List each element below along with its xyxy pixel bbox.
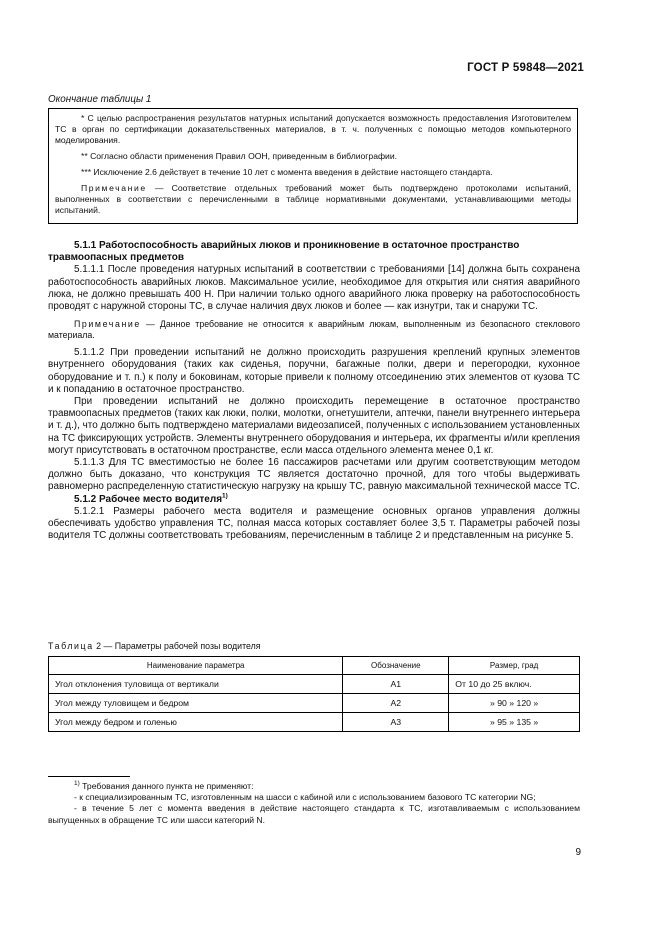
footnote-divider [48,776,130,777]
table1-note-1: * С целью распространения результатов натурных испытаний допускается возможность предоставления Изготовителем ТС в орган по сертификации доказательственных материалов, в т. ч. полученных с помощью методов компьютерного моделирования. [55,113,571,145]
standard-code: ГОСТ Р 59848—2021 [467,62,584,74]
paragraph-5-1-1-2: 5.1.1.2 При проведении испытаний не должно происходить разрушения креплений крупных элементов внутреннего оборудования (таких как сиденья, поручни, багажные полки, двери и перегородки, кухонное оборудование и т. п.) к полу и боковинам, которые привели к полному отсоединению этих элементов от кузова ТС и к попаданию в остаточное пространство. [48,347,580,395]
table1-notes-box [48,108,578,224]
header-designation: Обозначение [343,657,449,675]
cell-parameter: Угол между туловищем и бедром [49,694,343,713]
table-header-row [49,657,580,675]
header-size: Размер, град [449,657,580,675]
cell-size: От 10 до 25 включ. [449,675,580,694]
section-5-1-2-title: 5.1.2 Рабочее место водителя$^{1)}$ [74,492,228,505]
paragraph-5-1-1-3: 5.1.1.3 Для ТС вместимостью не более 16 пассажиров расчетами или другим соответствующим методом должно быть доказано, что конструкция ТС является достаточно прочной, для того чтобы выдерживать равномерно распределенную статистическую нагрузку на крышу ТС, равную максимальной технической массе ТС. [48,457,580,493]
table1-remark [55,183,571,216]
note-emergency-hatches [48,319,580,341]
cell-size: » 95 » 135 » [449,713,580,732]
table-row [49,694,580,713]
paragraph-5-1-1-2-b: При проведении испытаний не должно происходить перемещение в остаточное пространство травмоопасных предметов (таких как люки, полки, молотки, огнетушители, аптечки, панели внутреннего интерьера и т. д.), что должно быть подтверждено материалами видеозаписей, полученных с использованием установленных на ТС фиксирующих устройств. Элементы внутреннего оборудования и интерьера, их фрагменты и/или крепления могут присутствовать в остаточном пространстве, если масса отдельного элемента менее 0,1 кг. [48,396,580,456]
paragraph-5-1-1-1: 5.1.1.1 После проведения натурных испытаний в соответствии с требованиями [14] должна быть сохранена работоспособность аварийных люков. Максимальное усилие, необходимое для открытия или снятия аварийного люка, не должно превышать 400 Н. При наличии только одного аварийного люка проверку на работоспособность проводят с наружной стороны ТС, в случае наличия двух люков и более — как изнутри, так и снаружи ТС. [48,264,580,313]
footnote-item: - в течение 5 лет с момента введения в действие настоящего стандарта к ТС, изготавливаемым с использованием выпущенных в обращение ТС или шасси категорий N. [48,803,580,825]
table1-remark-label: Примечание [81,183,147,193]
cell-designation: A2 [343,694,449,713]
main-text [48,240,580,542]
table1-note-3: *** Исключение 2.6 действует в течение 10 лет с момента введения в действие настоящего стандарта. [81,167,493,177]
footnotes [48,781,580,826]
footnote-ref: 1) [222,492,228,500]
paragraph-5-1-2-1: 5.1.2.1 Размеры рабочего места водителя и размещение основных органов управления должны обеспечивать удобство управления ТС, полная масса которых составляет более 3,5 т. Параметры рабочей позы водителя ТС должны соответствовать требованиям, перечисленным в таблице 2 и представленным на рисунке 5. [48,505,580,542]
driver-posture-table [48,656,580,732]
cell-parameter: Угол между бедром и голенью [49,713,343,732]
header-parameter: Наименование параметра [49,657,343,675]
footnote-item: - к специализированным ТС, изготовленным на шасси с кабиной или с использованием базового ТС категории NG; [74,792,536,803]
table1-end-caption: Окончание таблицы 1 [48,94,152,105]
table-row [49,675,580,694]
page-number: 9 [575,847,581,858]
table-row [49,713,580,732]
section-5-1-1-title: 5.1.1 Работоспособность аварийных люков и проникновение в остаточное пространство травмоопасных предметов [48,240,520,264]
note-text: — Данное требование не относится к аварийным люкам, выполненным из безопасного стеклового материала. [48,319,580,341]
table2-caption: Таблица 2 — Параметры рабочей позы водителя [48,641,261,651]
cell-designation: A3 [343,713,449,732]
table1-note-2: ** Согласно области применения Правил ООН, приведенным в библиографии. [81,151,398,161]
cell-size: » 90 » 120 » [449,694,580,713]
cell-parameter: Угол отклонения туловища от вертикали [49,675,343,694]
footnote-title: $^{1)}$ Требования данного пункта не применяют: [74,780,254,791]
table1-remark-text: — Соответствие отдельных требований может быть подтверждено протоколами испытаний, выполненных в соответствии с перечисленными в таблице нормативными документами, устанавливающими методы испытаний. [55,183,571,215]
note-label: Примечание [74,319,141,330]
cell-designation: A1 [343,675,449,694]
